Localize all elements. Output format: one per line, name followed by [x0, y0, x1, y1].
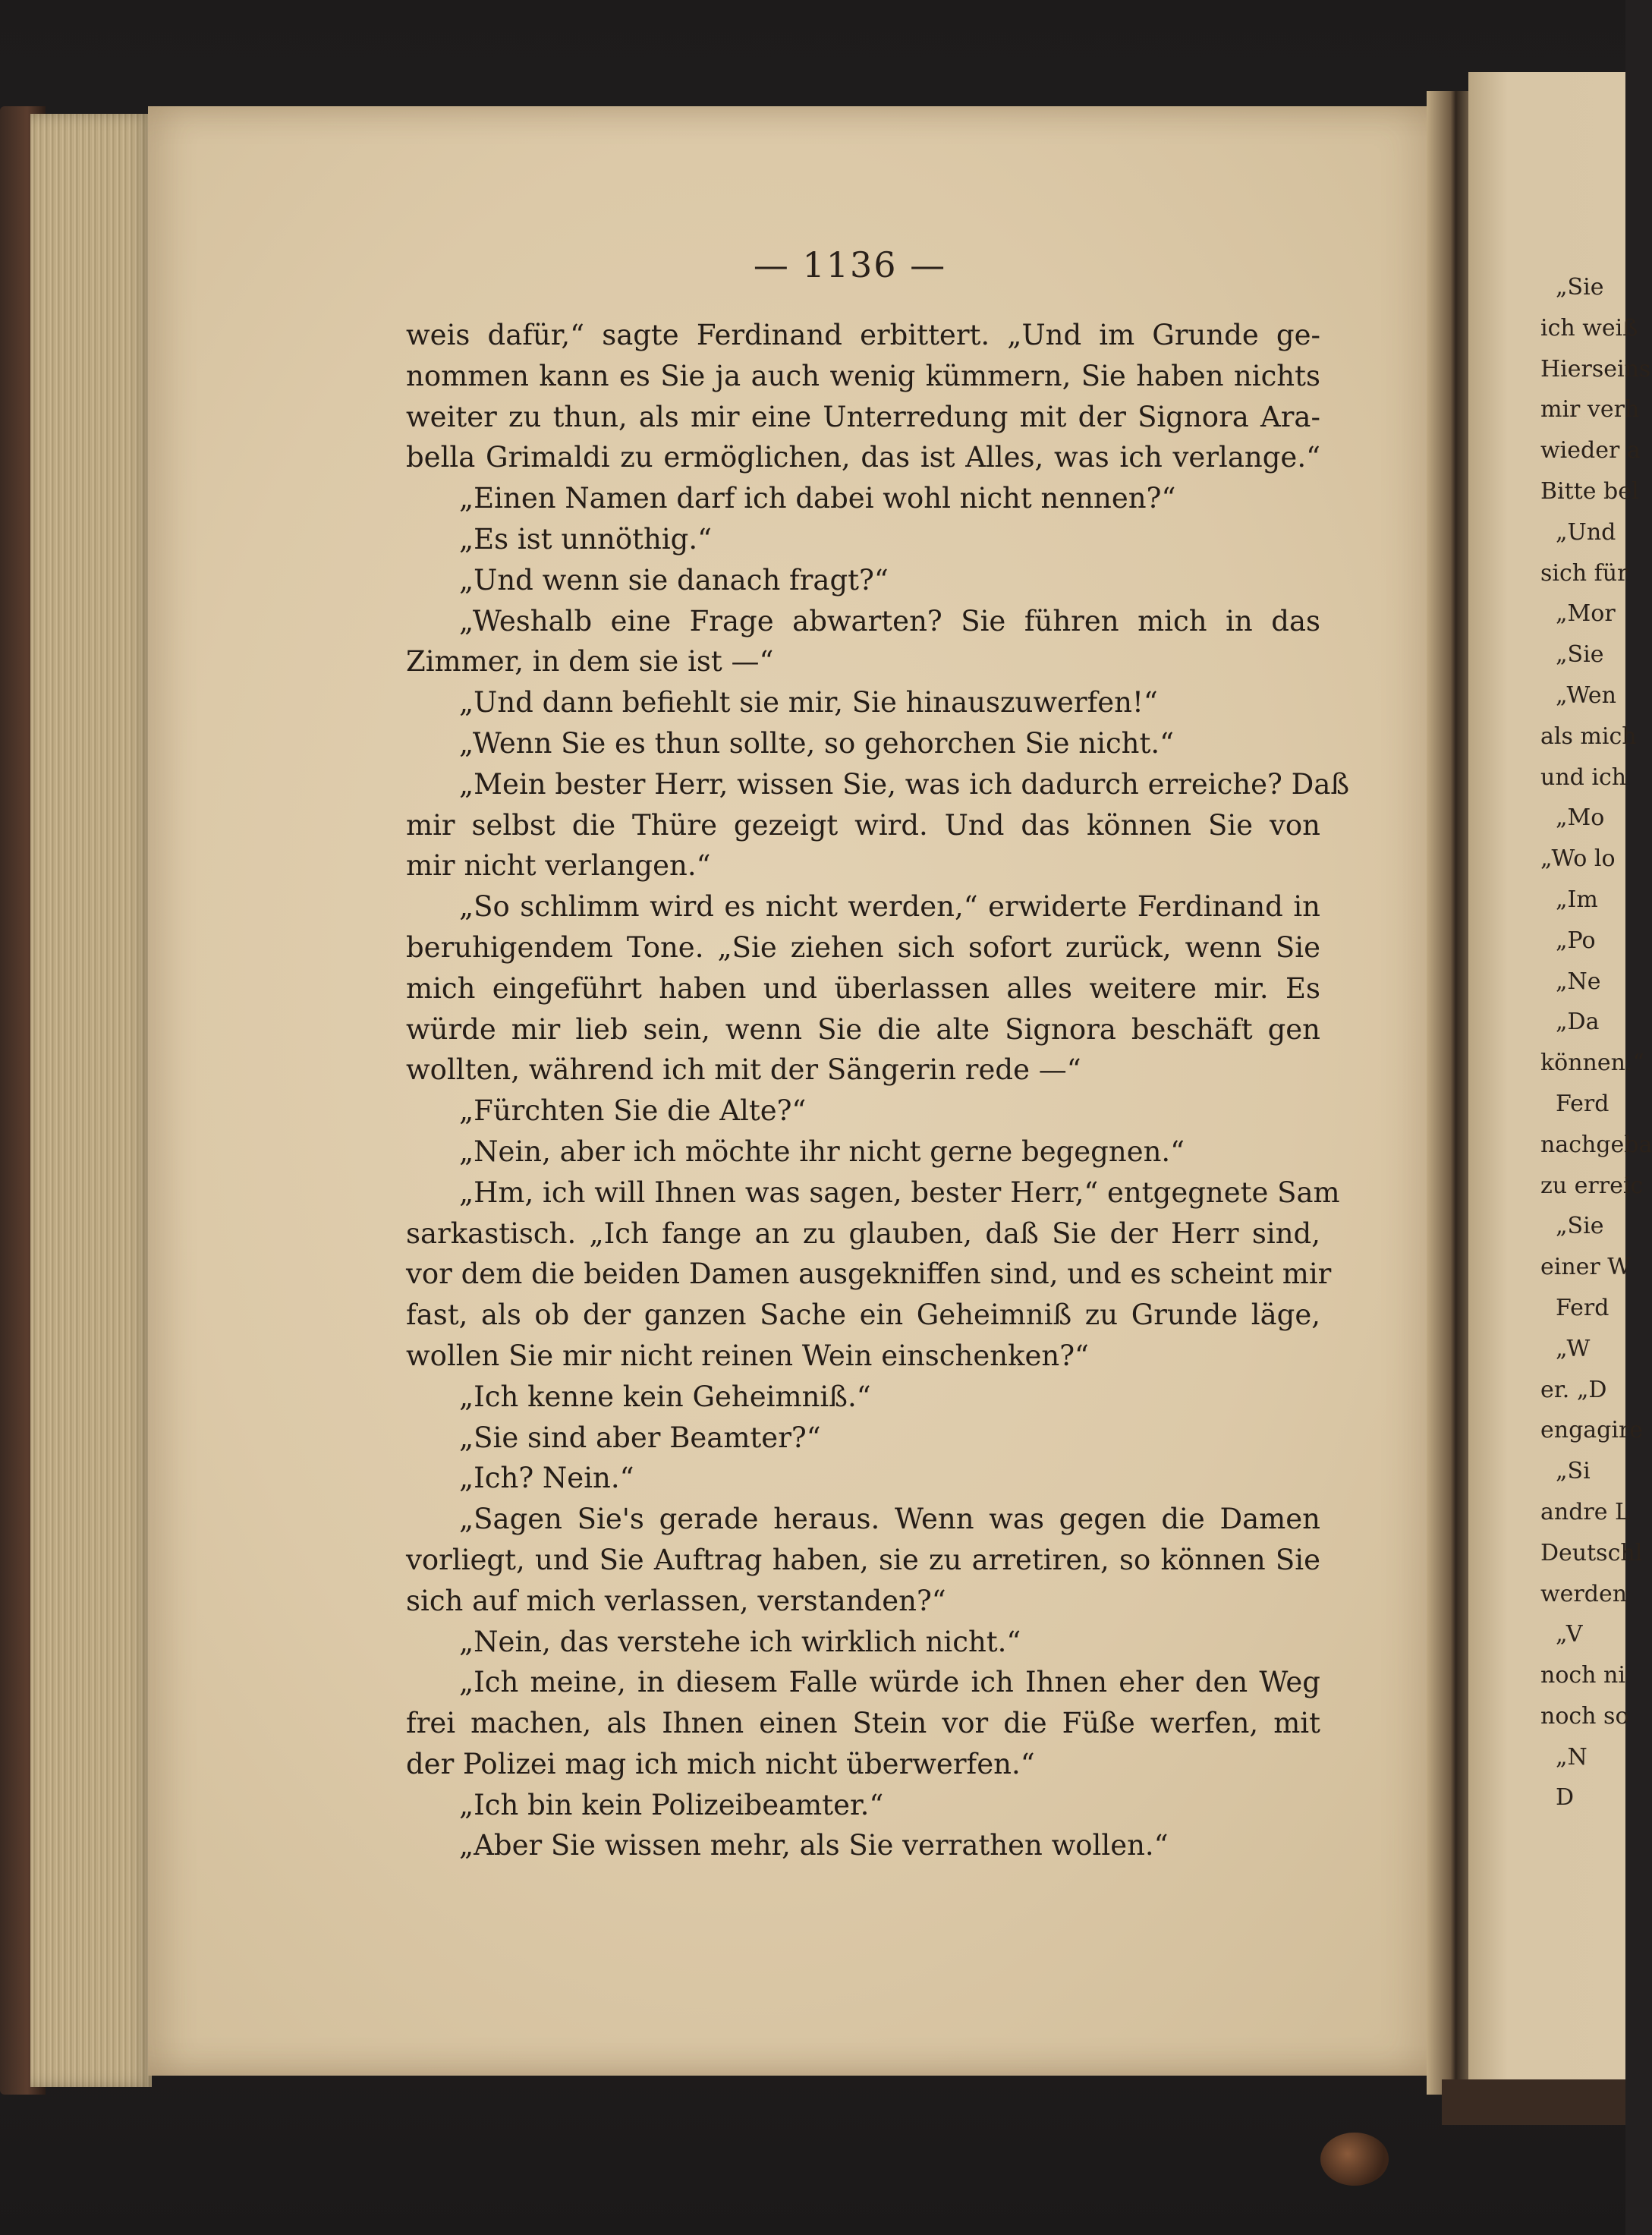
next-page-text-line: zu erreic — [1540, 1172, 1644, 1199]
next-page-text-line: „Wo lo — [1540, 845, 1616, 873]
next-page-text-line: „Da — [1556, 1009, 1600, 1036]
next-page-text-line: werden — [1540, 1580, 1628, 1607]
next-page-text-line: und ich — [1540, 763, 1627, 791]
text-line: Zimmer, in dem sie ist —“ — [406, 645, 774, 678]
text-line: „Sagen Sie's gerade heraus. Wenn was gegen die Damen — [459, 1503, 1320, 1536]
next-page-text-line: andre L — [1540, 1498, 1630, 1525]
text-line: „Ich meine, in diesem Falle würde ich Ihnen eher den Weg — [459, 1666, 1320, 1699]
text-line: „Und wenn sie danach fragt?“ — [459, 563, 889, 597]
next-page-text-line: „Mo — [1556, 804, 1605, 832]
text-line: „Einen Namen darf ich dabei wohl nicht nennen?“ — [459, 482, 1176, 515]
text-line: „Es ist unnöthig.“ — [459, 522, 713, 556]
next-page-text-line: „W — [1556, 1335, 1591, 1362]
next-page-text-line: „Mor — [1556, 600, 1616, 628]
text-line: „Nein, das verstehe ich wirklich nicht.“ — [459, 1625, 1021, 1658]
next-page-text-line: „Sie — [1556, 641, 1604, 669]
next-page-text-line: Ferd — [1556, 1090, 1610, 1117]
text-line: „Und dann befiehlt sie mir, Sie hinauszuwerfen!“ — [459, 686, 1158, 719]
next-page-text-line: „Sie — [1556, 274, 1604, 301]
text-line: „Sie sind aber Beamter?“ — [459, 1421, 821, 1454]
next-page-text-line: sich für — [1540, 559, 1628, 587]
next-page-text-line: Bitte bel — [1540, 477, 1639, 505]
text-line: „Wenn Sie es thun sollte, so gehorchen Sie nicht.“ — [459, 726, 1175, 760]
next-page-text-line: einer W — [1540, 1254, 1632, 1281]
next-page-text-line: nachgeba — [1540, 1131, 1652, 1158]
next-page-text-line: Hierseins — [1540, 355, 1651, 382]
text-line: „So schlimm wird es nicht werden,“ erwiderte Ferdinand in — [459, 890, 1320, 924]
text-line: mir nicht verlangen.“ — [406, 849, 711, 883]
next-page-body-text — [1540, 267, 1652, 1818]
page-edges — [30, 114, 152, 2087]
next-page-text-line: Deutschl — [1540, 1539, 1643, 1566]
text-line: „Ich bin kein Polizeibeamter.“ — [459, 1788, 884, 1821]
next-page-text-line: können.“ — [1540, 1050, 1644, 1077]
text-line: weis dafür,“ sagte Ferdinand erbittert. „Und im Grunde ge- — [406, 319, 1320, 351]
next-page-text-line: noch so — [1540, 1702, 1629, 1730]
text-line: „Mein bester Herr, wissen Sie, was ich dadurch erreiche? Daß — [459, 767, 1350, 801]
next-page-text-line: D — [1556, 1784, 1575, 1812]
text-line: „Hm, ich will Ihnen was sagen, bester Herr,“ entgegnete Sam — [459, 1176, 1340, 1209]
next-page-text-line: engagire — [1540, 1417, 1644, 1444]
next-page-text-line: wieder a — [1540, 437, 1641, 464]
book-cover-bottom — [1442, 2079, 1625, 2125]
next-page-text-line: „V — [1556, 1621, 1583, 1648]
text-line: nommen kann es Sie ja auch wenig kümmern, Sie haben nichts — [406, 359, 1320, 392]
next-page-text-line: noch ni — [1540, 1662, 1625, 1689]
text-line: fast, als ob der ganzen Sache ein Geheimniß zu Grunde läge, — [406, 1299, 1320, 1332]
text-line: sarkastisch. „Ich fange an zu glauben, daß Sie der Herr sind, — [406, 1217, 1320, 1250]
text-line: weiter zu thun, als mir eine Unterredung mit der Signora Ara- — [406, 400, 1320, 433]
text-line: wollten, während ich mit der Sängerin rede —“ — [406, 1053, 1081, 1087]
text-line: frei machen, als Ihnen einen Stein vor die Füße werfen, mit — [406, 1707, 1320, 1740]
page-number: — 1136 — — [753, 244, 947, 285]
text-line: mir selbst die Thüre gezeigt wird. Und das können Sie von — [406, 808, 1320, 842]
next-page-text-line: mir verh — [1540, 396, 1640, 423]
text-line: vorliegt, und Sie Auftrag haben, sie zu arretiren, so können Sie — [406, 1543, 1320, 1576]
text-line: würde mir lieb sein, wenn Sie die alte Signora beschäft gen — [406, 1012, 1320, 1046]
next-page-text-line: „Und — [1556, 518, 1616, 546]
next-page-text-line: Ferd — [1556, 1294, 1610, 1321]
thumb-smudge — [1320, 2133, 1389, 2186]
text-line: mich eingeführt haben und überlassen alles weitere mir. Es — [406, 971, 1320, 1005]
text-line: sich auf mich verlassen, verstanden?“ — [406, 1584, 946, 1617]
text-line: „Ich kenne kein Geheimniß.“ — [459, 1380, 871, 1413]
next-page-text-line: „Ne — [1556, 968, 1601, 995]
text-line: wollen Sie mir nicht reinen Wein einschenken?“ — [406, 1339, 1089, 1372]
next-page-text-line: „N — [1556, 1743, 1587, 1771]
next-page-text-line: „Wen — [1556, 682, 1616, 709]
text-line: „Nein, aber ich möchte ihr nicht gerne begegnen.“ — [459, 1135, 1185, 1168]
page-body-text — [406, 315, 1350, 1866]
text-line: „Aber Sie wissen mehr, als Sie verrathen wollen.“ — [459, 1829, 1169, 1862]
next-page-text-line: „Sie — [1556, 1213, 1604, 1240]
next-page-text-line: „Im — [1556, 886, 1598, 913]
text-line: „Ich? Nein.“ — [459, 1462, 634, 1495]
text-line: beruhigendem Tone. „Sie ziehen sich sofort zurück, wenn Sie — [406, 930, 1320, 964]
text-line: vor dem die beiden Damen ausgekniffen sind, und es scheint mir — [406, 1258, 1332, 1291]
text-line: „Fürchten Sie die Alte?“ — [459, 1094, 807, 1128]
next-page-text-line: „Si — [1556, 1458, 1591, 1485]
next-page-text-line: „Po — [1556, 927, 1596, 954]
text-line: der Polizei mag ich mich nicht überwerfen.“ — [406, 1747, 1035, 1780]
next-page-text-line: als mich — [1540, 722, 1637, 750]
next-page-text-line: ich weiß — [1540, 314, 1638, 342]
text-line: bella Grimaldi zu ermöglichen, das ist Alles, was ich verlange.“ — [406, 441, 1320, 474]
text-line: „Weshalb eine Frage abwarten? Sie führen mich in das — [459, 604, 1320, 637]
next-page-text-line: er. „D — [1540, 1376, 1607, 1403]
